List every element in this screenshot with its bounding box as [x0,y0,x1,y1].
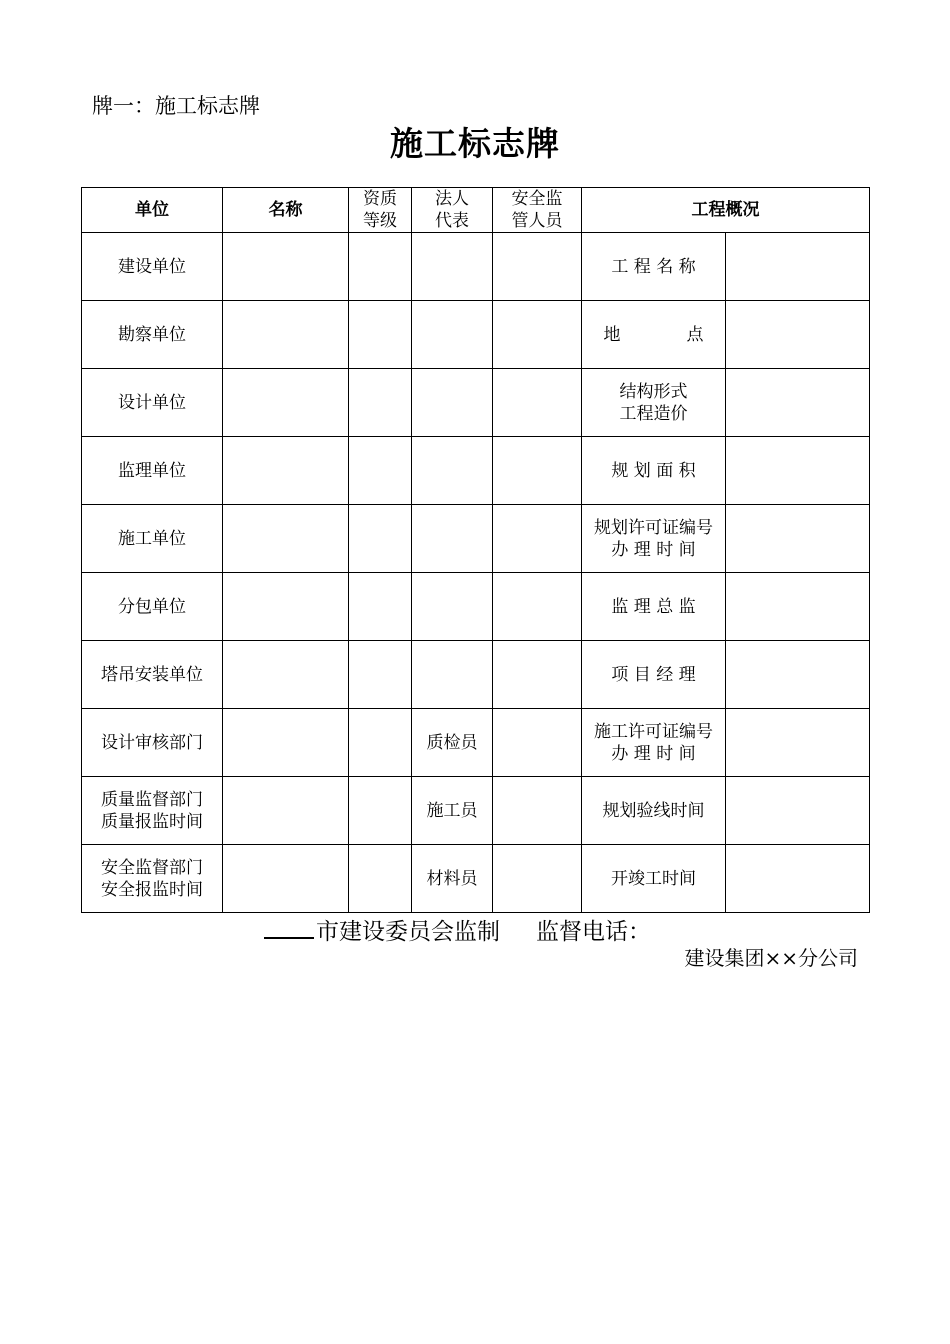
header-qualification: 资质 等级 [349,188,412,233]
table-row [82,233,870,301]
unit-cell: 分包单位 [82,573,223,641]
overview-label-cell: 开竣工时间 [582,845,726,913]
header-overview: 工程概况 [582,188,870,233]
safety-cell[interactable] [493,369,582,437]
header-unit: 单位 [82,188,223,233]
overview-label-cell: 规划验线时间 [582,777,726,845]
name-cell[interactable] [223,777,349,845]
qualification-cell[interactable] [349,301,412,369]
legal-rep-cell[interactable] [412,233,493,301]
name-cell[interactable] [223,573,349,641]
qualification-cell[interactable] [349,845,412,913]
overview-value-cell[interactable] [726,777,870,845]
unit-cell: 施工单位 [82,505,223,573]
legal-rep-cell[interactable] [412,573,493,641]
table-row [82,641,870,709]
unit-cell: 设计审核部门 [82,709,223,777]
role-label-cell: 材料员 [412,845,493,913]
qualification-cell[interactable] [349,505,412,573]
qualification-cell[interactable] [349,641,412,709]
table-row [82,709,870,777]
safety-cell[interactable] [493,233,582,301]
header-legal-rep: 法人 代表 [412,188,493,233]
overview-label-cell: 工 程 名 称 [582,233,726,301]
page-title: 施工标志牌 [390,124,560,163]
overview-label-cell: 规 划 面 积 [582,437,726,505]
overview-value-cell[interactable] [726,573,870,641]
name-cell[interactable] [223,845,349,913]
phone-label: 监督电话： [536,919,651,945]
overview-value-cell[interactable] [726,233,870,301]
name-cell[interactable] [223,301,349,369]
overview-value-cell[interactable] [726,709,870,777]
role-label-cell: 质检员 [412,709,493,777]
qualification-cell[interactable] [349,369,412,437]
safety-cell[interactable] [493,505,582,573]
safety-cell[interactable] [493,437,582,505]
safety-cell[interactable] [493,777,582,845]
legal-rep-cell[interactable] [412,301,493,369]
unit-cell: 勘察单位 [82,301,223,369]
safety-cell[interactable] [493,573,582,641]
name-cell[interactable] [223,709,349,777]
city-blank[interactable] [264,915,314,939]
header-name: 名称 [223,188,349,233]
authority-text: 市建设委员会监制 [316,919,500,945]
overview-label-cell: 监 理 总 监 [582,573,726,641]
legal-rep-cell[interactable] [412,437,493,505]
table-row [82,573,870,641]
unit-cell: 质量监督部门 质量报监时间 [82,777,223,845]
overview-label-cell: 项 目 经 理 [582,641,726,709]
table-row [82,369,870,437]
safety-cell[interactable] [493,301,582,369]
overview-value-cell[interactable] [726,301,870,369]
unit-cell: 安全监督部门 安全报监时间 [82,845,223,913]
qualification-cell[interactable] [349,777,412,845]
overview-value-cell[interactable] [726,437,870,505]
overview-label-cell: 结构形式 工程造价 [582,369,726,437]
qualification-cell[interactable] [349,233,412,301]
legal-rep-cell[interactable] [412,641,493,709]
company-name: 建设集团××分公司 [684,946,858,970]
overview-label-cell: 施工许可证编号 办 理 时 间 [582,709,726,777]
table-row [82,437,870,505]
overview-value-cell[interactable] [726,641,870,709]
role-label-cell: 施工员 [412,777,493,845]
table-row [82,301,870,369]
table-row [82,845,870,913]
qualification-cell[interactable] [349,437,412,505]
name-cell[interactable] [223,437,349,505]
name-cell[interactable] [223,233,349,301]
overview-value-cell[interactable] [726,369,870,437]
unit-cell: 建设单位 [82,233,223,301]
sign-table [81,187,870,913]
safety-cell[interactable] [493,709,582,777]
legal-rep-cell[interactable] [412,505,493,573]
safety-cell[interactable] [493,845,582,913]
legal-rep-cell[interactable] [412,369,493,437]
name-cell[interactable] [223,641,349,709]
overview-value-cell[interactable] [726,845,870,913]
name-cell[interactable] [223,505,349,573]
header-row [82,188,870,233]
page-caption: 牌一：施工标志牌 [92,94,260,118]
overview-value-cell[interactable] [726,505,870,573]
table-row [82,777,870,845]
unit-cell: 监理单位 [82,437,223,505]
header-safety-supervisor: 安全监 管人员 [493,188,582,233]
overview-label-cell: 地 点 [582,301,726,369]
unit-cell: 塔吊安装单位 [82,641,223,709]
footer-authority-line [264,913,651,946]
qualification-cell[interactable] [349,709,412,777]
table-row [82,505,870,573]
overview-label-cell: 规划许可证编号 办 理 时 间 [582,505,726,573]
name-cell[interactable] [223,369,349,437]
safety-cell[interactable] [493,641,582,709]
qualification-cell[interactable] [349,573,412,641]
unit-cell: 设计单位 [82,369,223,437]
